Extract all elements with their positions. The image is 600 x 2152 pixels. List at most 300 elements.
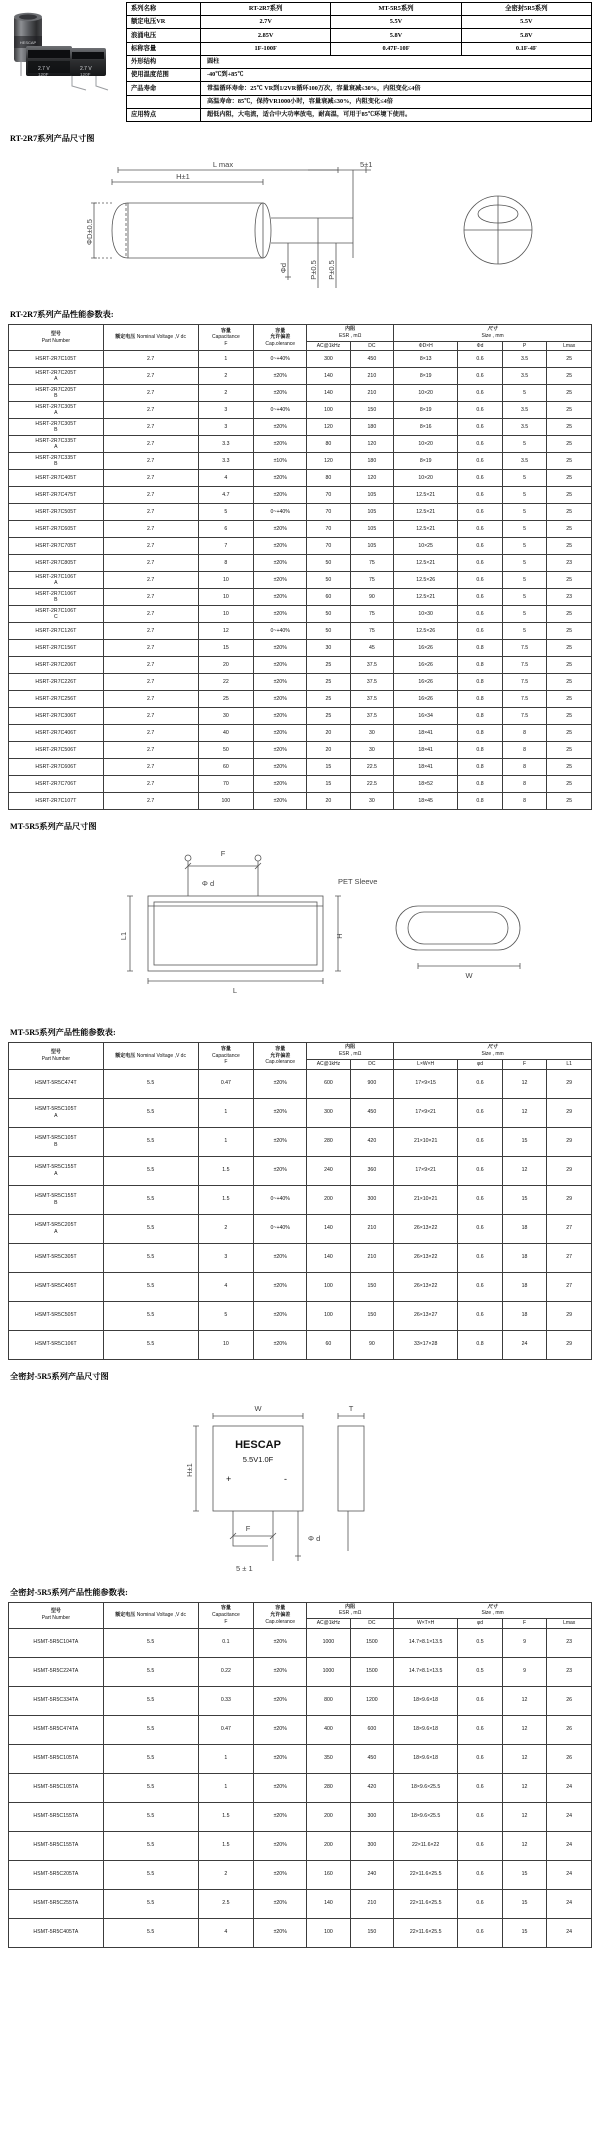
table-row	[9, 1098, 592, 1127]
col-header-size-4: Lmax	[547, 341, 592, 351]
cell-part-suffix: B	[54, 427, 58, 434]
cell-tolerance: ±20%	[254, 1773, 307, 1802]
label-phi-d: Φ d	[308, 1533, 321, 1543]
cell-part-number: HSRT-2R7C156T	[9, 640, 104, 657]
cell-lead-diameter: 0.6	[458, 1831, 503, 1860]
cell-part-number: HSRT-2R7C306T	[9, 708, 104, 725]
cell-lead-diameter: 0.6	[458, 1156, 503, 1185]
cell-part-suffix: A	[54, 444, 58, 451]
cell-lead-diameter: 0.6	[458, 487, 503, 504]
cell-part-number: HSRT-2R7C405T	[9, 470, 104, 487]
cell-voltage: 5.5	[103, 1098, 198, 1127]
cell-size: 16×26	[394, 691, 458, 708]
cell-lead-diameter: 0.5	[458, 1628, 503, 1657]
cell-part-suffix: B	[54, 1199, 58, 1206]
cell-pitch: 18	[502, 1272, 547, 1301]
cell-voltage: 5.5	[103, 1185, 198, 1214]
cell-size: 17×9×21	[394, 1098, 458, 1127]
cell-tolerance: 0~+40%	[254, 402, 307, 419]
cell-part-number: HSMT-5R5C155T B	[9, 1185, 104, 1214]
cell-pitch: 8	[502, 776, 547, 793]
cell-lead-diameter: 0.6	[458, 1243, 503, 1272]
mt5r5-parameter-table	[8, 1042, 592, 1359]
cell-lead-diameter: 0.6	[458, 1272, 503, 1301]
cell-voltage: 2.7	[103, 657, 198, 674]
cell-size: 18×9.6×18	[394, 1686, 458, 1715]
cell-voltage: 2.7	[103, 419, 198, 436]
cell-part-number: HSMT-5R5C255TA	[9, 1889, 104, 1918]
cell-voltage: 5.5	[103, 1802, 198, 1831]
cell-esr-dc: 240	[350, 1860, 393, 1889]
cell-esr-ac: 200	[307, 1185, 350, 1214]
cell-tolerance: 0~+40%	[254, 1214, 307, 1243]
cell-part-number: HSRT-2R7C335T A	[9, 436, 104, 453]
cell-lead-diameter: 0.6	[458, 1301, 503, 1330]
col-header-tolerance: 容量 允许偏差 Cap.olerance	[254, 1043, 307, 1069]
cell-lead-length: 25	[547, 368, 592, 385]
cell-tolerance: ±20%	[254, 419, 307, 436]
cell-tolerance: ±20%	[254, 1802, 307, 1831]
cell-lead-diameter: 0.6	[458, 1069, 503, 1098]
cell-esr-ac: 25	[307, 708, 350, 725]
cell-capacitance: 1.5	[198, 1802, 254, 1831]
param-header-row-1	[9, 325, 592, 342]
cell-size: 18×41	[394, 742, 458, 759]
cell-voltage: 2.7	[103, 487, 198, 504]
cell-esr-dc: 360	[350, 1156, 393, 1185]
cell-esr-ac: 140	[307, 385, 350, 402]
table-row	[9, 606, 592, 623]
table-row	[9, 1069, 592, 1098]
cell-size: 18×9.6×18	[394, 1744, 458, 1773]
cell-size: 18×9.6×18	[394, 1715, 458, 1744]
cell-lead-length: 25	[547, 351, 592, 368]
cell-part-number: HSMT-5R5C105T B	[9, 1127, 104, 1156]
label-l: L	[232, 986, 238, 996]
cell-lead-length: 25	[547, 776, 592, 793]
cell-part-number: HSRT-2R7C206T	[9, 657, 104, 674]
cell-voltage: 2.7	[103, 538, 198, 555]
cell-size: 21×10×21	[394, 1127, 458, 1156]
table-row	[9, 402, 592, 419]
cell-capacitance: 3.3	[198, 453, 254, 470]
cell-part-number: HSRT-2R7C706T	[9, 776, 104, 793]
cell-esr-ac: 80	[307, 436, 350, 453]
cell-esr-ac: 1000	[307, 1628, 350, 1657]
cell-esr-dc: 75	[350, 555, 393, 572]
cell-esr-dc: 900	[350, 1069, 393, 1098]
series-summary-table	[126, 2, 592, 122]
table-row	[9, 368, 592, 385]
cell-esr-dc: 90	[350, 1330, 393, 1359]
cell-lead-length: 26	[547, 1715, 592, 1744]
cell-pitch: 18	[502, 1243, 547, 1272]
cell-tolerance: ±20%	[254, 1686, 307, 1715]
table-row	[9, 1330, 592, 1359]
mt5r5-dimension-drawing	[8, 836, 592, 1016]
cell-size: 10×20	[394, 436, 458, 453]
cell-part-number: HSRT-2R7C205T A	[9, 368, 104, 385]
cell-size: 8×19	[394, 402, 458, 419]
cell-esr-dc: 1200	[350, 1686, 393, 1715]
cell-lead-length: 23	[547, 1628, 592, 1657]
cell-tolerance: ±20%	[254, 589, 307, 606]
summary-row	[127, 42, 592, 55]
cell-capacitance: 0.33	[198, 1686, 254, 1715]
cell-voltage: 5.5	[103, 1272, 198, 1301]
summary-cell: 全密封5R5系列	[461, 3, 591, 16]
cell-lead-diameter: 0.6	[458, 606, 503, 623]
cell-capacitance: 0.47	[198, 1069, 254, 1098]
cell-esr-ac: 140	[307, 1889, 350, 1918]
cell-capacitance: 5	[198, 504, 254, 521]
section-title-mt5r5-param: MT-5R5系列产品性能参数表:	[10, 1028, 116, 1038]
table-row	[9, 572, 592, 589]
cell-esr-ac: 20	[307, 793, 350, 810]
table-row	[9, 1744, 592, 1773]
cell-voltage: 2.7	[103, 572, 198, 589]
summary-cell: 5.8V	[461, 29, 591, 42]
cell-voltage: 2.7	[103, 793, 198, 810]
cell-capacitance: 3	[198, 402, 254, 419]
rt2r7-table-body	[9, 351, 592, 810]
col-header-part-number: 型号 Part Number	[9, 1043, 104, 1069]
summary-cell: 圆柱	[201, 55, 592, 68]
summary-cell: 2.7V	[201, 16, 331, 29]
table-row	[9, 674, 592, 691]
cell-esr-ac: 50	[307, 606, 350, 623]
cell-esr-ac: 280	[307, 1773, 350, 1802]
cell-esr-ac: 600	[307, 1069, 350, 1098]
cell-voltage: 2.7	[103, 521, 198, 538]
cell-capacitance: 8	[198, 555, 254, 572]
cell-esr-dc: 150	[350, 402, 393, 419]
cell-part-number: HSRT-2R7C406T	[9, 725, 104, 742]
cell-capacitance: 25	[198, 691, 254, 708]
cell-esr-dc: 75	[350, 606, 393, 623]
cell-tolerance: ±20%	[254, 691, 307, 708]
cell-part-number: HSRT-2R7C205T B	[9, 385, 104, 402]
cell-esr-dc: 450	[350, 1098, 393, 1127]
section-title-rt2r7-dimension: RT-2R7系列产品尺寸图	[10, 134, 95, 143]
cell-esr-ac: 15	[307, 759, 350, 776]
cell-esr-ac: 160	[307, 1860, 350, 1889]
table-row	[9, 1185, 592, 1214]
brand-label: HESCAP	[235, 1438, 281, 1451]
cell-esr-ac: 20	[307, 742, 350, 759]
cell-esr-dc: 105	[350, 538, 393, 555]
cell-size: 18×9.6×25.5	[394, 1802, 458, 1831]
label-f: F	[220, 849, 226, 859]
cell-lead-length: 26	[547, 1686, 592, 1715]
sealed-parameter-table	[8, 1602, 592, 1948]
label-t: T	[348, 1403, 354, 1413]
cell-pitch: 5	[502, 521, 547, 538]
cell-lead-diameter: 0.6	[458, 555, 503, 572]
cell-tolerance: ±20%	[254, 776, 307, 793]
col-header-size-1: W×T×H	[394, 1619, 458, 1629]
cell-tolerance: ±20%	[254, 1243, 307, 1272]
cell-lead-length: 25	[547, 572, 592, 589]
cell-capacitance: 0.1	[198, 1628, 254, 1657]
sealed-dimension-drawing	[8, 1386, 592, 1576]
cell-esr-dc: 105	[350, 521, 393, 538]
cell-lead-length: 24	[547, 1773, 592, 1802]
cell-lead-diameter: 0.6	[458, 1715, 503, 1744]
cell-part-number: HSMT-5R5C305T	[9, 1243, 104, 1272]
cell-lead-diameter: 0.6	[458, 1098, 503, 1127]
cell-size: 8×16	[394, 419, 458, 436]
cell-esr-dc: 180	[350, 419, 393, 436]
cell-part-suffix: A	[54, 580, 58, 587]
cell-lead-diameter: 0.5	[458, 1657, 503, 1686]
cell-part-number: HSMT-5R5C405T	[9, 1272, 104, 1301]
cell-size: 8×13	[394, 351, 458, 368]
cell-lead-diameter: 0.6	[458, 1127, 503, 1156]
cell-size: 17×9×21	[394, 1156, 458, 1185]
cell-pitch: 15	[502, 1918, 547, 1947]
cell-lead-diameter: 0.8	[458, 691, 503, 708]
cell-lead-diameter: 0.6	[458, 538, 503, 555]
cell-tolerance: ±20%	[254, 1098, 307, 1127]
cell-pitch: 15	[502, 1127, 547, 1156]
summary-cell: 0.1F-4F	[461, 42, 591, 55]
cell-pitch: 12	[502, 1744, 547, 1773]
label-h: H±1	[185, 1462, 194, 1477]
cell-esr-dc: 75	[350, 623, 393, 640]
col-header-size: 尺寸 Size , mm	[394, 1043, 592, 1060]
cell-esr-ac: 120	[307, 453, 350, 470]
cell-esr-ac: 300	[307, 351, 350, 368]
cell-size: 17×9×15	[394, 1069, 458, 1098]
cell-lead-diameter: 0.6	[458, 453, 503, 470]
cell-lead-length: 25	[547, 691, 592, 708]
mt5r5-table-head	[9, 1043, 592, 1069]
cell-part-number: HSMT-5R5C505T	[9, 1301, 104, 1330]
cell-esr-ac: 50	[307, 572, 350, 589]
cell-capacitance: 22	[198, 674, 254, 691]
cell-esr-dc: 105	[350, 487, 393, 504]
cell-lead-length: 25	[547, 606, 592, 623]
cell-esr-ac: 70	[307, 504, 350, 521]
cell-pitch: 5	[502, 589, 547, 606]
cell-lead-length: 25	[547, 725, 592, 742]
col-header-size-2: φd	[458, 1619, 503, 1629]
table-row	[9, 351, 592, 368]
cell-tolerance: ±20%	[254, 487, 307, 504]
cell-capacitance: 4	[198, 1272, 254, 1301]
cell-pitch: 8	[502, 759, 547, 776]
table-row	[9, 725, 592, 742]
cell-pitch: 3.5	[502, 419, 547, 436]
cell-lead-length: 25	[547, 742, 592, 759]
cell-lead-length: 25	[547, 708, 592, 725]
cell-lead-diameter: 0.6	[458, 1802, 503, 1831]
cell-esr-ac: 400	[307, 1715, 350, 1744]
cell-esr-dc: 37.5	[350, 708, 393, 725]
label-w: W	[465, 971, 473, 981]
col-header-capacitance: 容量 Capacitance F	[198, 1043, 254, 1069]
cell-part-number: HSMT-5R5C205T A	[9, 1214, 104, 1243]
col-header-size-4: Lmax	[547, 1619, 592, 1629]
table-row	[9, 538, 592, 555]
cell-lead-length: 27	[547, 1243, 592, 1272]
param-header-row-1	[9, 1043, 592, 1060]
summary-cell: 5.5V	[461, 16, 591, 29]
cell-voltage: 5.5	[103, 1330, 198, 1359]
cell-pitch: 5	[502, 504, 547, 521]
cell-capacitance: 2	[198, 368, 254, 385]
cell-esr-ac: 20	[307, 725, 350, 742]
cell-lead-length: 26	[547, 1744, 592, 1773]
cell-lead-length: 25	[547, 759, 592, 776]
cell-pitch: 8	[502, 725, 547, 742]
cell-lead-diameter: 0.6	[458, 521, 503, 538]
rt2r7-parameter-table	[8, 324, 592, 810]
table-row	[9, 1657, 592, 1686]
section-title-sealed-dimension: 全密封-5R5系列产品尺寸图	[10, 1371, 109, 1381]
cell-size: 18×45	[394, 793, 458, 810]
cell-tolerance: ±20%	[254, 1301, 307, 1330]
cell-tolerance: ±20%	[254, 368, 307, 385]
cell-lead-length: 23	[547, 555, 592, 572]
cell-pitch: 7.5	[502, 657, 547, 674]
cell-part-number: HSRT-2R7C605T	[9, 521, 104, 538]
cell-tolerance: ±20%	[254, 1715, 307, 1744]
col-header-size-1: ΦD×H	[394, 341, 458, 351]
cell-pitch: 5	[502, 436, 547, 453]
cell-part-number: HSRT-2R7C226T	[9, 674, 104, 691]
cell-lead-length: 29	[547, 1330, 592, 1359]
cell-lead-diameter: 0.8	[458, 674, 503, 691]
cell-tolerance: ±20%	[254, 1744, 307, 1773]
cell-part-number: HSRT-2R7C106T A	[9, 572, 104, 589]
cell-tolerance: ±20%	[254, 436, 307, 453]
col-header-voltage: 额定电压 Nominal Voltage ,V dc	[103, 1602, 198, 1628]
cell-esr-dc: 180	[350, 453, 393, 470]
label-h: H	[335, 933, 344, 939]
cell-esr-ac: 70	[307, 521, 350, 538]
cell-part-number: HSMT-5R5C334TA	[9, 1686, 104, 1715]
cell-voltage: 2.7	[103, 589, 198, 606]
cell-size: 12.5×21	[394, 589, 458, 606]
cell-lead-length: 25	[547, 674, 592, 691]
cell-voltage: 2.7	[103, 776, 198, 793]
cell-capacitance: 15	[198, 640, 254, 657]
cell-voltage: 2.7	[103, 725, 198, 742]
cell-lead-diameter: 0.6	[458, 1860, 503, 1889]
cell-lead-length: 25	[547, 453, 592, 470]
cell-capacitance: 1.5	[198, 1185, 254, 1214]
cell-esr-ac: 25	[307, 657, 350, 674]
col-header-esr-dc: DC	[350, 341, 393, 351]
table-row	[9, 1301, 592, 1330]
table-row	[9, 419, 592, 436]
cell-lead-length: 24	[547, 1860, 592, 1889]
cell-size: 22×11.6×25.5	[394, 1889, 458, 1918]
cell-pitch: 3.5	[502, 351, 547, 368]
cell-part-suffix: A	[54, 410, 58, 417]
cell-capacitance: 10	[198, 589, 254, 606]
col-header-esr: 内阻 ESR , mΩ	[307, 325, 394, 342]
table-row	[9, 1156, 592, 1185]
label-f: F	[245, 1523, 251, 1533]
cell-capacitance: 2	[198, 1214, 254, 1243]
cell-voltage: 2.7	[103, 742, 198, 759]
sealed-table-body	[9, 1628, 592, 1947]
cell-size: 22×11.6×25.5	[394, 1918, 458, 1947]
col-header-part-number: 型号 Part Number	[9, 1602, 104, 1628]
cell-voltage: 5.5	[103, 1301, 198, 1330]
cell-lead-length: 29	[547, 1098, 592, 1127]
cell-lead-length: 25	[547, 402, 592, 419]
cell-tolerance: 0~+40%	[254, 351, 307, 368]
cell-voltage: 2.7	[103, 351, 198, 368]
col-header-esr: 内阻 ESR , mΩ	[307, 1602, 394, 1619]
cell-capacitance: 3.3	[198, 436, 254, 453]
cell-esr-dc: 300	[350, 1185, 393, 1214]
cell-esr-ac: 300	[307, 1098, 350, 1127]
cell-esr-ac: 60	[307, 589, 350, 606]
label-phi-d: Φ d	[201, 879, 215, 889]
col-header-size-4: L1	[547, 1059, 592, 1069]
cell-esr-dc: 300	[350, 1802, 393, 1831]
cell-tolerance: ±20%	[254, 793, 307, 810]
cell-esr-dc: 37.5	[350, 691, 393, 708]
col-header-esr-dc: DC	[350, 1619, 393, 1629]
table-row	[9, 436, 592, 453]
cell-pitch: 8	[502, 742, 547, 759]
cell-voltage: 2.7	[103, 385, 198, 402]
cell-pitch: 12	[502, 1069, 547, 1098]
label-lead-length: 5 ± 1	[236, 1563, 253, 1573]
table-row	[9, 1715, 592, 1744]
table-row	[9, 504, 592, 521]
cell-lead-diameter: 0.6	[458, 1185, 503, 1214]
col-header-esr: 内阻 ESR , mΩ	[307, 1043, 394, 1060]
cell-part-number: HSMT-5R5C405TA	[9, 1918, 104, 1947]
cell-esr-ac: 800	[307, 1686, 350, 1715]
cell-esr-ac: 240	[307, 1156, 350, 1185]
cell-pitch: 7.5	[502, 691, 547, 708]
table-row	[9, 742, 592, 759]
cell-part-suffix: B	[54, 461, 58, 468]
cell-capacitance: 30	[198, 708, 254, 725]
cell-part-number: HSMT-5R5C474T	[9, 1069, 104, 1098]
cell-lead-length: 29	[547, 1185, 592, 1214]
cell-lead-length: 25	[547, 470, 592, 487]
label-l1: L1	[119, 932, 128, 941]
cell-lead-diameter: 0.8	[458, 640, 503, 657]
cell-part-number: HSRT-2R7C506T	[9, 742, 104, 759]
table-row	[9, 776, 592, 793]
cell-esr-dc: 90	[350, 589, 393, 606]
cell-pitch: 5	[502, 606, 547, 623]
cell-lead-diameter: 0.6	[458, 1744, 503, 1773]
cell-esr-dc: 120	[350, 470, 393, 487]
cell-capacitance: 10	[198, 606, 254, 623]
cell-tolerance: ±20%	[254, 1889, 307, 1918]
summary-cell: 2.85V	[201, 29, 331, 42]
cell-esr-ac: 100	[307, 1301, 350, 1330]
cell-esr-dc: 22.5	[350, 759, 393, 776]
svg-text:HESCAP: HESCAP	[19, 40, 37, 45]
cell-part-suffix: A	[54, 1228, 58, 1235]
summary-section	[8, 0, 592, 122]
cell-lead-length: 25	[547, 640, 592, 657]
cell-part-number: HSRT-2R7C106T C	[9, 606, 104, 623]
cell-lead-length: 23	[547, 1657, 592, 1686]
